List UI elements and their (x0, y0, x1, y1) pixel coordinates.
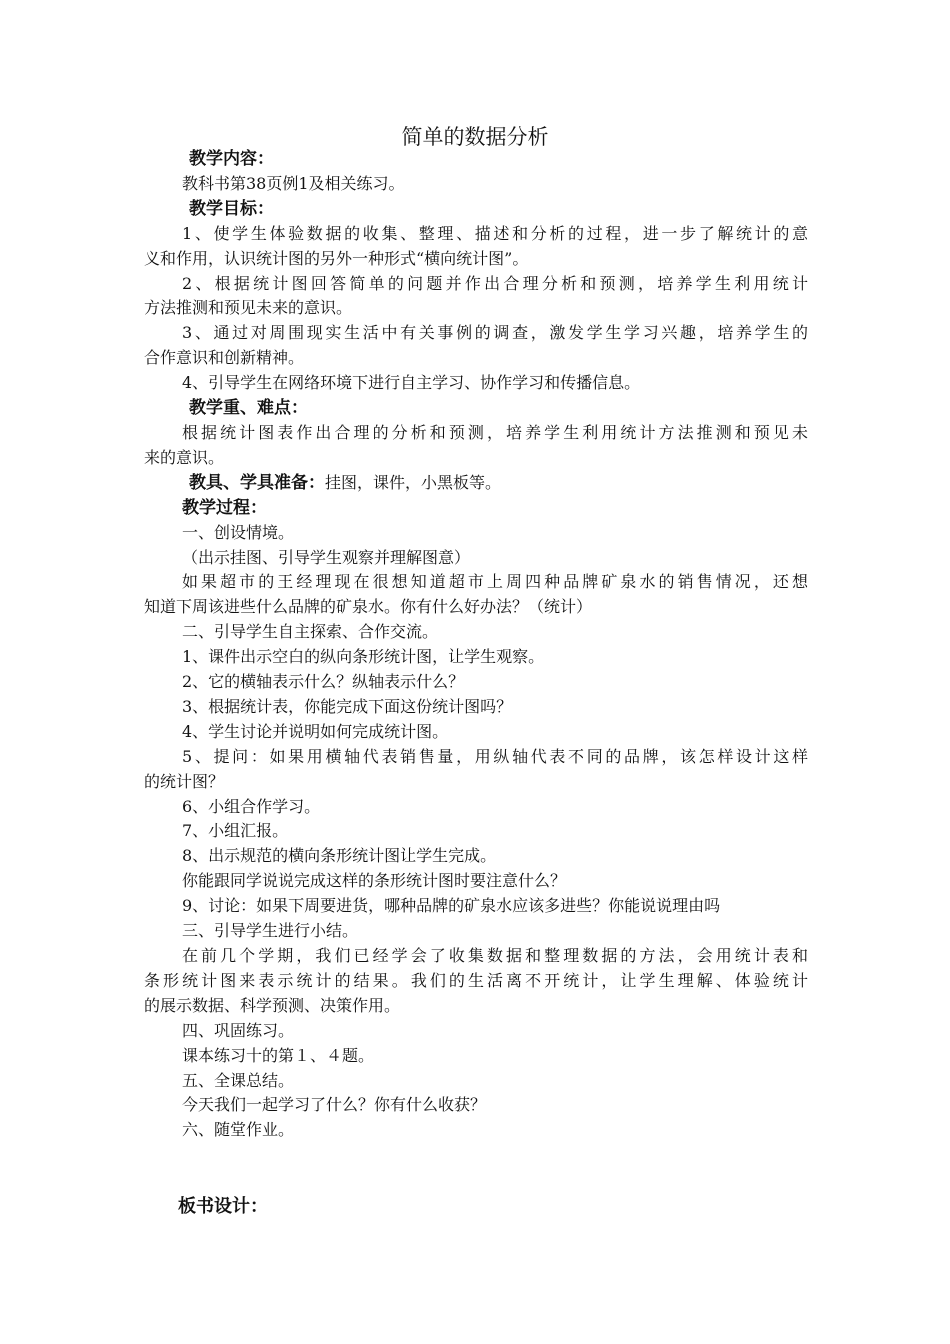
practice-text: 课本练习十的第１、４题。 (182, 1045, 375, 1065)
goal-3-line-1: 3、通过对周围现实生活中有关事例的调查，激发学生学习兴趣，培养学生的 (182, 323, 808, 343)
paragraph-teaching-content: 教科书第38页例1及相关练习。 (182, 173, 405, 193)
goal-1-line-2: 义和作用，认识统计图的另外一种形式“横向统计图”。 (144, 248, 529, 268)
heading-teaching-goals: 教学目标： (189, 198, 274, 219)
heading-tools: 教具、学具准备： (189, 472, 325, 493)
key-points-line-1: 根据统计图表作出合理的分析和预测，培养学生利用统计方法推测和预见未 (182, 422, 808, 442)
summary-line-1: 在前几个学期，我们已经学会了收集数据和整理数据的方法，会用统计表和 (182, 946, 808, 965)
process-step-1: 一、创设情境。 (182, 522, 295, 542)
goal-4: 4、引导学生在网络环境下进行自主学习、协作学习和传播信息。 (182, 373, 641, 393)
tools-text: 挂图，课件，小黑板等。 (325, 472, 502, 492)
process-step-1-note: （出示挂图、引导学生观察并理解图意） (182, 547, 471, 567)
process-item-2: 2、它的横轴表示什么？纵轴表示什么？ (182, 672, 465, 692)
heading-teaching-process: 教学过程： (182, 497, 267, 518)
process-scenario-line-1: 如果超市的王经理现在很想知道超市上周四种品牌矿泉水的销售情况，还想 (182, 572, 808, 592)
process-step-3: 三、引导学生进行小结。 (182, 921, 359, 941)
document-body (144, 147, 808, 1143)
process-item-8: 8、出示规范的横向条形统计图让学生完成。 (182, 846, 497, 866)
key-points-line-2: 来的意识。 (144, 447, 225, 467)
document-title: 简单的数据分析 (401, 125, 549, 149)
tools-line (144, 471, 808, 496)
summary-line-3: 的展示数据、科学预测、决策作用。 (144, 995, 401, 1015)
goal-1-line-1: 1、使学生体验数据的收集、整理、描述和分析的过程，进一步了解统计的意 (182, 223, 808, 243)
goal-3-line-2: 合作意识和创新精神。 (144, 348, 305, 368)
wrap-up-question: 今天我们一起学习了什么？你有什么收获？ (182, 1095, 487, 1115)
process-item-9: 9、讨论：如果下周要进货，哪种品牌的矿泉水应该多进些？你能说说理由吗 (182, 896, 721, 916)
process-step-6: 六、随堂作业。 (182, 1120, 295, 1140)
process-step-2: 二、引导学生自主探索、合作交流。 (182, 622, 439, 642)
process-item-5-line-2: 的统计图？ (144, 771, 225, 791)
process-item-6: 6、小组合作学习。 (182, 796, 321, 816)
process-item-8-question: 你能跟同学说说完成这样的条形统计图时要注意什么？ (182, 871, 567, 891)
goal-2-line-1: 2、根据统计图回答简单的问题并作出合理分析和预测，培养学生利用统计 (182, 273, 808, 293)
heading-teaching-content: 教学内容： (189, 149, 274, 169)
process-step-5: 五、全课总结。 (182, 1070, 295, 1090)
process-item-1: 1、课件出示空白的纵向条形统计图，让学生观察。 (182, 647, 545, 667)
process-item-7: 7、小组汇报。 (182, 821, 289, 841)
process-item-4: 4、学生讨论并说明如何完成统计图。 (182, 721, 449, 741)
process-scenario-line-2: 知道下周该进些什么品牌的矿泉水。你有什么好办法？（统计） (144, 597, 593, 617)
heading-key-points: 教学重、难点： (189, 398, 308, 419)
process-item-3: 3、根据统计表，你能完成下面这份统计图吗？ (182, 696, 513, 716)
goal-2-line-2: 方法推测和预见未来的意识。 (144, 298, 353, 318)
summary-line-2: 条形统计图来表示统计的结果。我们的生活离不开统计，让学生理解、体验统计 (144, 970, 808, 990)
process-step-4: 四、巩固练习。 (182, 1020, 295, 1040)
process-item-5-line-1: 5、提问：如果用横轴代表销售量，用纵轴代表不同的品牌，该怎样设计这样 (182, 746, 808, 766)
heading-board-design: 板书设计： (178, 1196, 268, 1217)
